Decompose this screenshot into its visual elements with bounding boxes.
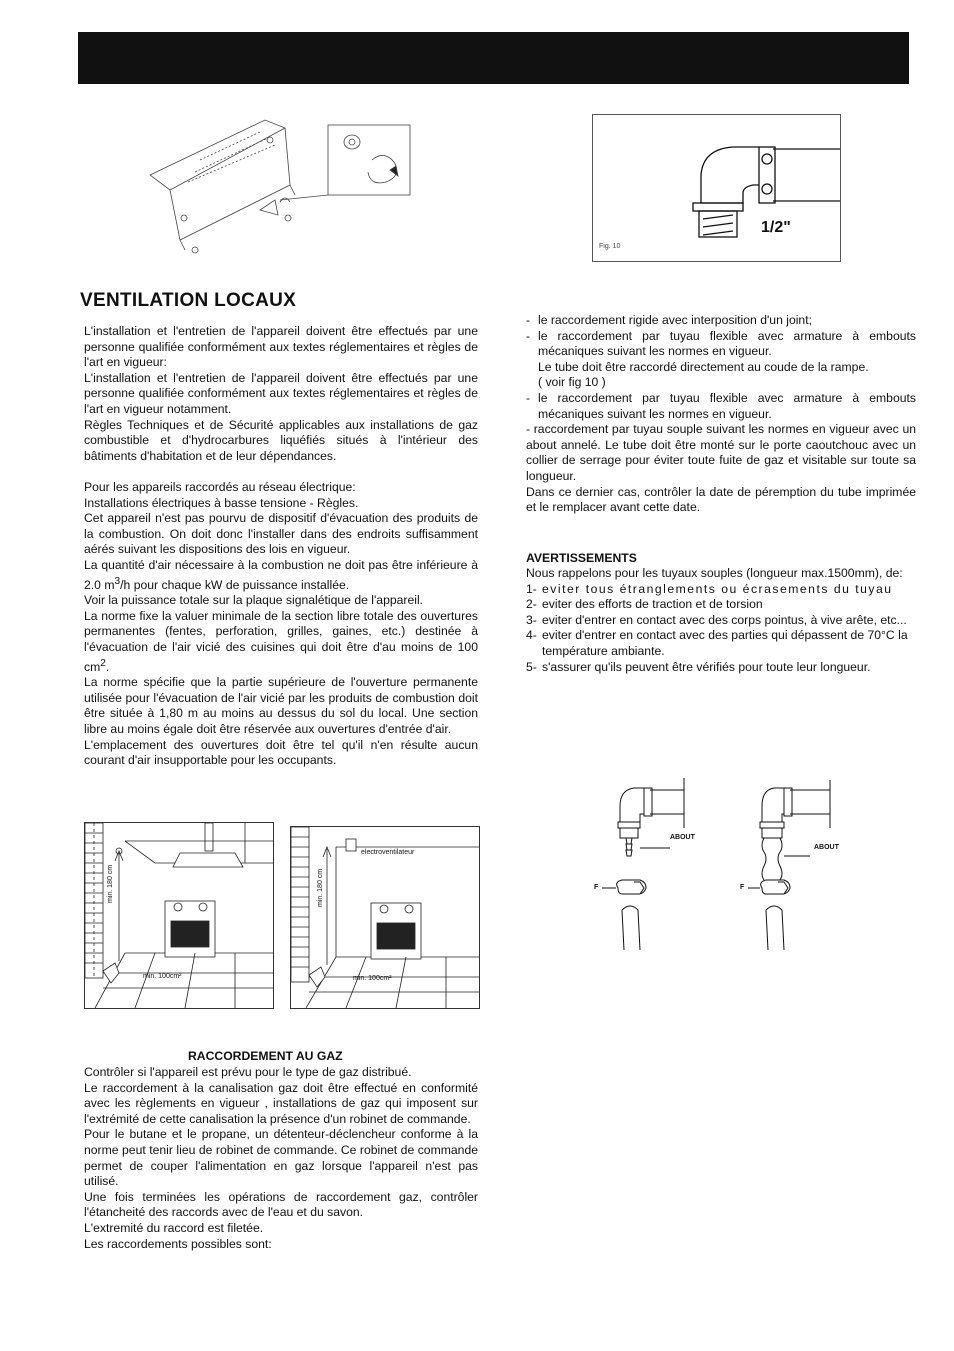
height-label: min. 180 cm <box>107 864 114 903</box>
superscript: 2 <box>100 657 106 669</box>
paragraph: Dans ce dernier cas, contrôler la date de péremption du tube imprimée et le remplacer avant cette date. <box>526 484 916 515</box>
kitchen-hood-illustration <box>84 822 274 1009</box>
list-item-text: le raccordement par tuyau flexible avec armature à embouts mécaniques suivant les normes en vigueur. <box>538 328 916 359</box>
list-item-text: le raccordement par tuyau flexible avec armature à embouts mécaniques suivant les normes en vigueur. <box>538 390 916 421</box>
appliance-feet-illustration <box>140 100 420 265</box>
paragraph: ( voir fig 10 ) <box>538 375 606 390</box>
paragraph: Pour les appareils raccordés au réseau électrique: <box>84 479 356 494</box>
list-item <box>526 628 916 659</box>
bullet: - <box>526 313 531 327</box>
paragraph: Une fois terminées les opérations de raccordement gaz, contrôler l'étancheité des raccords avec de l'eau et du savon. <box>84 1189 478 1220</box>
paragraph: Contrôler si l'appareil est prévu pour le type de gaz distribué. <box>84 1065 412 1079</box>
opening-label: min. 100cm² <box>143 973 182 980</box>
paragraph: Le tube doit être raccordé directement au coude de la rampe. <box>538 359 869 374</box>
height-label: min. 180 cm <box>317 868 324 907</box>
f-label-right: F <box>740 884 745 891</box>
list-number: 5- <box>526 659 537 674</box>
paragraph <box>84 418 478 465</box>
paragraph: Installations électriques à basse tensione - Règles. <box>84 495 359 510</box>
text-run: La quantité d'air nécessaire à la combustion ne doit pas être inférieure à 2.0 m <box>84 557 478 592</box>
ventilation-text <box>84 324 478 769</box>
text-run: /h pour chaque kW de puissance installée. <box>120 577 350 592</box>
gas-text <box>84 1065 478 1252</box>
section-title-warnings: AVERTISSEMENTS <box>526 551 637 565</box>
opening-label: min. 100cm² <box>353 975 392 982</box>
list-item-text: le raccordement rigide avec interposition d'un joint; <box>538 313 812 327</box>
about-label-left: ABOUT <box>670 834 695 841</box>
paragraph: Cet appareil n'est pas pourvu de dispositif d'évacuation des produits de la combustion. On doit donc l'installer dans des endroits suffisamment aérés suivant les dispositions des lois en vigueur. <box>84 511 478 557</box>
figure-10-elbow-fitting <box>592 114 841 262</box>
paragraph: L'emplacement des ouvertures doit être tel qu'il n'en résulte aucun courant d'air insupportable pour les occupants. <box>84 737 478 768</box>
paragraph: Voir la puissance totale sur la plaque signalétique de l'appareil. <box>84 593 424 608</box>
paragraph: Les raccordements possibles sont: <box>84 1236 272 1251</box>
paragraph: L'installation et l'entretien de l'appareil doivent être effectués par une personne qualifiée conformément aux textes réglementaires et règles de l'art en vigueur: <box>84 324 478 370</box>
paragraph <box>84 609 478 675</box>
list-item <box>526 582 916 598</box>
list-item <box>526 597 916 613</box>
fan-label: electroventilateur <box>361 849 415 856</box>
bullet: - <box>526 390 531 405</box>
list-item-text: eviter des efforts de traction et de torsion <box>542 597 763 612</box>
warnings-list <box>526 566 916 675</box>
list-item-text: eviter d'entrer en contact avec des corps pointus, à vive arête, etc... <box>542 612 907 627</box>
header-bar <box>78 32 909 84</box>
section-title-ventilation: VENTILATION LOCAUX <box>80 290 297 311</box>
section-title-gas: RACCORDEMENT AU GAZ <box>188 1049 343 1063</box>
text-run: . <box>105 659 110 674</box>
paragraph: Pour le butane et le propane, un détenteur-déclencheur conforme à la norme peut tenir lieu de robinet de commande. Ce robinet de commande permet de couper l'alimentation en gaz lorsque l'appareil n'est pas utilisé. <box>84 1127 478 1189</box>
superscript: 3 <box>114 575 121 587</box>
paragraph: - raccordement par tuyau souple suivant les normes en vigueur avec un about annelé. Le tube doit être monté sur le porte caoutchouc avec un collier de serrage pour éviter toute fuite de gaz et visitable sur toute sa longueur. <box>526 422 916 483</box>
paragraph: L'extremité du raccord est filetée. <box>84 1220 264 1235</box>
hose-connection-illustration <box>590 770 850 960</box>
list-item-text: eviter tous étranglements ou écrasements du tuyau <box>542 581 893 596</box>
list-item <box>526 613 916 629</box>
list-item <box>526 391 916 422</box>
kitchen-fan-illustration <box>290 826 480 1009</box>
paragraph: La norme spécifie que la partie supérieure de l'ouverture permanente utilisée pour l'évacuation de l'air vicié par les produits de combustion doit être située à 1,80 m au moins au dessus du sol du local. Une section libre au moins égale doit être réservée aux ouvertures d'entrée d'air. <box>84 675 478 736</box>
list-item <box>526 660 916 676</box>
list-number: 2- <box>526 597 537 612</box>
fitting-size-label: 1/2" <box>761 219 791 236</box>
figure-caption: Fig. 10 <box>599 243 621 250</box>
list-item-text: s'assurer qu'ils peuvent être vérifiés pour toute leur longueur. <box>542 659 871 674</box>
connection-types-text <box>526 313 916 516</box>
paragraph <box>84 558 478 593</box>
list-number: 4- <box>526 628 537 643</box>
paragraph: Le raccordement à la canalisation gaz doit être effectué en conformité avec les règlements en vigueur , installations de gaz qui imposent sur l'extrémité de cette canalisation la présence d'un robinet de commande. <box>84 1080 478 1126</box>
list-item <box>526 313 916 329</box>
bullet: - <box>526 328 531 343</box>
f-label-left: F <box>594 884 599 891</box>
paragraph-text: Règles Techniques et de Sécurité applicables aux installations de gaz combustible et d'hydrocarbures liquéfiés situés à l'intérieur des bâtiments d'habitation et de leur dépendances. <box>84 417 478 463</box>
about-label-right: ABOUT <box>814 844 839 851</box>
text-run: La norme fixe la valuer minimale de la section libre totale des ouvertures permanentes (fentes, perforation, grilles, gaines, etc.) destinée à l'évacuation de l'air vicié des cuisines qui doit être d'au moins de 100 cm <box>84 608 478 674</box>
list-item <box>526 329 916 360</box>
list-item-text: eviter d'entrer en contact avec des parties qui dépassent de 70°C la température ambiante. <box>542 628 908 658</box>
list-number: 1- <box>526 581 537 596</box>
paragraph: L'installation et l'entretien de l'appareil doivent être effectués par une personne qualifiée conformément aux textes réglementaires et règles de l'art en vigueur notamment. <box>84 370 478 416</box>
paragraph: Nous rappelons pour les tuyaux souples (longueur max.1500mm), de: <box>526 566 903 580</box>
list-number: 3- <box>526 612 537 627</box>
